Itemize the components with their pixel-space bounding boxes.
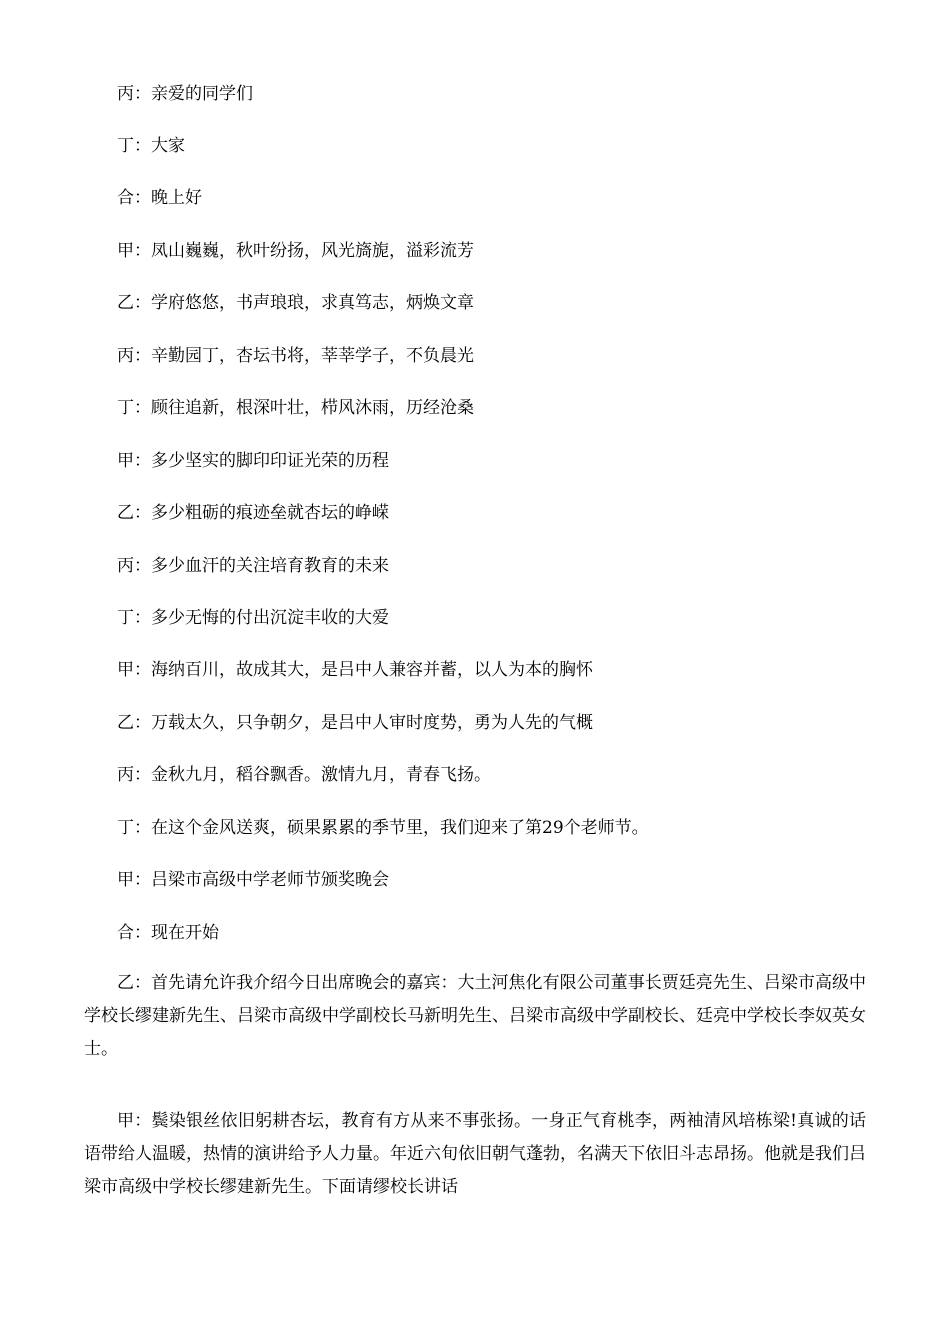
script-line: 丙：多少血汗的关注培育教育的未来 bbox=[117, 556, 389, 576]
script-line: 丁：大家 bbox=[117, 136, 185, 156]
script-line: 丙：辛勤园丁，杏坛书将，莘莘学子，不负晨光 bbox=[117, 346, 474, 366]
script-line: 丙：金秋九月，稻谷飘香。激情九月，青春飞扬。 bbox=[117, 765, 491, 785]
script-line: 乙：多少粗砺的痕迹垒就杏坛的峥嵘 bbox=[117, 503, 389, 523]
script-line: 甲：吕梁市高级中学老师节颁奖晚会 bbox=[117, 870, 389, 890]
script-line: 合：晚上好 bbox=[117, 188, 202, 208]
script-line: 丁：顾往追新，根深叶壮，栉风沐雨，历经沧桑 bbox=[117, 398, 474, 418]
script-line: 甲：海纳百川，故成其大，是吕中人兼容并蓄，以人为本的胸怀 bbox=[117, 660, 593, 680]
script-line: 合：现在开始 bbox=[117, 923, 219, 943]
script-line: 甲：凤山巍巍，秋叶纷扬，风光旖旎，溢彩流芳 bbox=[117, 241, 474, 261]
script-line: 丁：多少无悔的付出沉淀丰收的大爱 bbox=[117, 608, 389, 628]
script-line: 丁：在这个金风送爽，硕果累累的季节里，我们迎来了第29个老师节。 bbox=[117, 818, 649, 838]
script-line: 丙：亲爱的同学们 bbox=[117, 84, 253, 104]
script-line: 乙：万载太久，只争朝夕，是吕中人审时度势，勇为人先的气概 bbox=[117, 713, 593, 733]
guest-introduction-paragraph: 乙：首先请允许我介绍今日出席晚会的嘉宾：大土河焦化有限公司董事长贾廷亮先生、吕梁市高级中学校长缪建新先生、吕梁市高级中学副校长马新明先生、吕梁市高级中学副校长、廷亮中学校长李奴英女士。 bbox=[84, 973, 866, 1059]
script-line: 乙：学府悠悠，书声琅琅，求真笃志，炳焕文章 bbox=[117, 293, 474, 313]
script-line: 甲：多少坚实的脚印印证光荣的历程 bbox=[117, 451, 389, 471]
principal-introduction-paragraph: 甲：鬓染银丝依旧躬耕杏坛，教育有方从来不事张扬。一身正气育桃李，两袖清风培栋梁!真诚的话语带给人温暖，热情的演讲给予人力量。年近六旬依旧朝气蓬勃，名满天下依旧斗志昂扬。他就是我们吕梁市高级中学校长缪建新先生。下面请缪校长讲话 bbox=[84, 1111, 866, 1197]
